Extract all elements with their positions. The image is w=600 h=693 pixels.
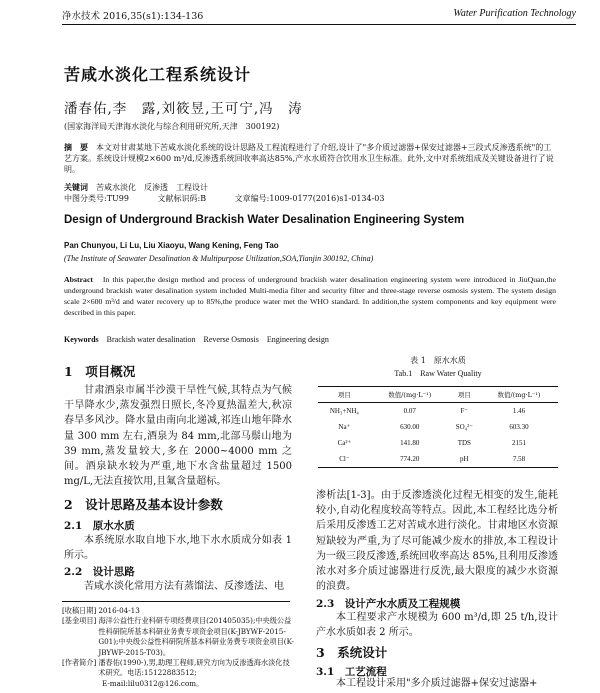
article-number: 文章编号:1009-0177(2016)s1-0134-03 xyxy=(234,194,385,203)
table-cell: 2151 xyxy=(511,439,526,447)
abstract-en-label: Abstract xyxy=(64,275,94,284)
raw-water-quality-table xyxy=(318,386,558,468)
table-cell: 0.07 xyxy=(403,407,416,415)
section-1-text: 甘肃酒泉市属半沙漠干旱性气候,其特点为气候干旱降水少,蒸发强烈日照长,冬冷夏热温差大,秋凉春旱多风沙。降水量由南向北递减,祁连山地年降水量 300 mm 左右,酒泉为 84 mm,北部马鬃山地为 39 mm,蒸发量较大,多在 2000~4000 mm 之间。酒泉缺水较为严重,地下水含盐量超过 1500 mg/L,无法直接饮用,且氟含量超标。 xyxy=(64,385,292,488)
table-1-caption-en: Tab.1 Raw Water Quality xyxy=(394,369,482,378)
keywords-cn-label: 关键词 xyxy=(64,182,88,192)
affiliation-cn: (国家海洋局天津海水淡化与综合利用研究所,天津 300192) xyxy=(64,122,280,131)
abstract-cn xyxy=(64,142,556,175)
footnote-received: [收稿日期] 2016-04-13 xyxy=(62,606,140,615)
table-cell: pH xyxy=(449,451,480,468)
table-header: 项目 xyxy=(318,387,371,403)
abstract-cn-text: 本文对甘肃某地下苦咸水淡化系统的设计思路及工程流程进行了介绍,设计了"多介质过滤器+保安过滤器+三段式反渗透系统"的工艺方案。系统设计规模2×600 m³/d,反渗透系统回收率高达85%,产水水质符合饮用水卫生标准。此外,文中对系统组成及关键设备进行了说明。 xyxy=(64,143,554,174)
section-2-heading: 2 设计思路及基本设计参数 xyxy=(64,497,223,512)
keywords-en xyxy=(64,334,329,345)
table-1-caption-cn: 表 1 原水水质 xyxy=(410,356,466,365)
table-cell: 603.30 xyxy=(509,423,529,431)
journal-citation: 净水技术 2016,35(s1):134-136 xyxy=(62,11,204,22)
section-3-1-heading: 3.1 工艺流程 xyxy=(316,666,387,678)
running-header xyxy=(62,8,576,24)
table-row xyxy=(318,419,558,435)
table-header: 项目 xyxy=(449,387,480,403)
table-row xyxy=(318,451,558,468)
table-cell: Cl⁻ xyxy=(318,451,371,468)
section-1-heading: 1 项目概况 xyxy=(64,364,136,379)
abstract-en-text: In this paper,the design method and process of underground brackish water desalination engineering system were introduced in JiuQuan,the underground brackish water desalination system included Multi-media filter and security filter and three-stage reverse osmosis system. The system design scale 2×600 m³/d and water recovery up to 85%,the produce water met the WHO standard. In addition,the system components and key equipment were described in this paper. xyxy=(64,275,557,317)
header-rule xyxy=(62,24,576,25)
table-header: 数值/(mg·L⁻¹) xyxy=(371,387,449,403)
table-cell: 630.00 xyxy=(400,423,420,431)
table-cell: 1.46 xyxy=(512,407,526,415)
section-2-3-heading: 2.3 设计产水水质及工程规模 xyxy=(316,598,461,610)
table-row xyxy=(318,435,558,451)
footnote-email: E-mail:lilu0312@126.com。 xyxy=(102,678,204,688)
section-2-2-heading: 2.2 设计思路 xyxy=(64,566,135,578)
footnote-fund: [基金项目] 海洋公益性行业科研专项经费项目(201405035);中央级公益性科研院所基本科研业务费专项资金项目(K-JBYWF-2015-G01);中央级公益性科研院所基本科研业务费专项资金项目(K-JBYWF-2015-T03)。 xyxy=(62,616,294,657)
table-cell: 141.80 xyxy=(400,439,420,447)
table-cell: Ca²⁺ xyxy=(337,439,352,447)
title-cn: 苦咸水淡化工程系统设计 xyxy=(64,65,252,84)
affiliation-en: (The Institute of Seawater Desalination & Multipurpose Utilization,SOA,Tianjin 300192, China) xyxy=(64,254,374,263)
title-en: Design of Underground Brackish Water Desalination Engineering System xyxy=(64,214,465,226)
section-3-heading: 3 系统设计 xyxy=(316,645,388,660)
authors-cn: 潘春佑,李 露,刘筱昱,王可宁,冯 涛 xyxy=(64,101,303,117)
document-code: 文献标识码:B xyxy=(157,194,207,203)
classification-cn xyxy=(64,193,556,204)
keywords-cn-text: 苦咸水淡化 反渗透 工程设计 xyxy=(96,183,208,192)
table-cell: NH₃+NH₄ xyxy=(329,407,359,415)
table-header-row xyxy=(318,387,558,403)
table-row xyxy=(318,403,558,420)
section-2-3-text: 本工程要求产水规模为 600 m³/d,即 25 t/h,设计产水水质如表 2 所示。 xyxy=(316,612,558,639)
authors-en: Pan Chunyou, Li Lu, Liu Xiaoyu, Wang Kening, Feng Tao xyxy=(64,241,279,250)
abstract-cn-label: 摘 要 xyxy=(64,142,88,152)
table-cell: 774.20 xyxy=(371,451,449,468)
section-2-1-text: 本系统原水取自地下水,地下水水质成分如表 1 所示。 xyxy=(64,535,292,562)
abstract-en xyxy=(64,274,556,318)
keywords-en-label: Keywords xyxy=(64,335,99,344)
footnotes xyxy=(62,606,294,689)
clc-number: 中图分类号:TU99 xyxy=(64,194,129,203)
table-cell: Na⁺ xyxy=(338,423,351,431)
section-2-1-heading: 2.1 原水水质 xyxy=(64,520,135,532)
section-3-1-text: 本工程设计采用"多介质过滤器+保安过滤器+ xyxy=(336,678,538,689)
keywords-cn xyxy=(64,182,208,193)
footnote-rule xyxy=(62,601,290,602)
section-2-2-text-start: 苦咸水淡化常用方法有蒸馏法、反渗透法、电 xyxy=(84,581,284,592)
table-cell: SO₄²⁻ xyxy=(455,423,473,431)
table-header: 数值/(mg·L⁻¹) xyxy=(480,387,558,403)
table-cell: 7.58 xyxy=(480,451,558,468)
section-2-2-text-continued: 渗析法[1-3]。由于反渗透淡化过程无相变的发生,能耗较小,自动化程度较高等特点。因此,本工程经比选分析后采用反渗透工艺对苦咸水进行淡化。甘肃地区水资源短缺较为严重,为了尽可能减少废水的排放,本工程设计为一级三段反渗透,系统回收率高达 85%,且利用反渗透浓水对多介质过滤器进行反洗,最大限度的减少水资源的浪费。 xyxy=(316,490,558,593)
journal-name-en: Water Purification Technology xyxy=(453,8,576,19)
keywords-en-text: Brackish water desalination Reverse Osmosis Engineering design xyxy=(106,335,329,344)
table-cell: TDS xyxy=(457,439,471,447)
footnote-author: [作者简介] 潘春佑(1990-),男,助理工程师,研究方向为反渗透海水淡化技术研究。电话:15122883512; xyxy=(62,658,290,678)
table-cell: F⁻ xyxy=(460,407,469,415)
